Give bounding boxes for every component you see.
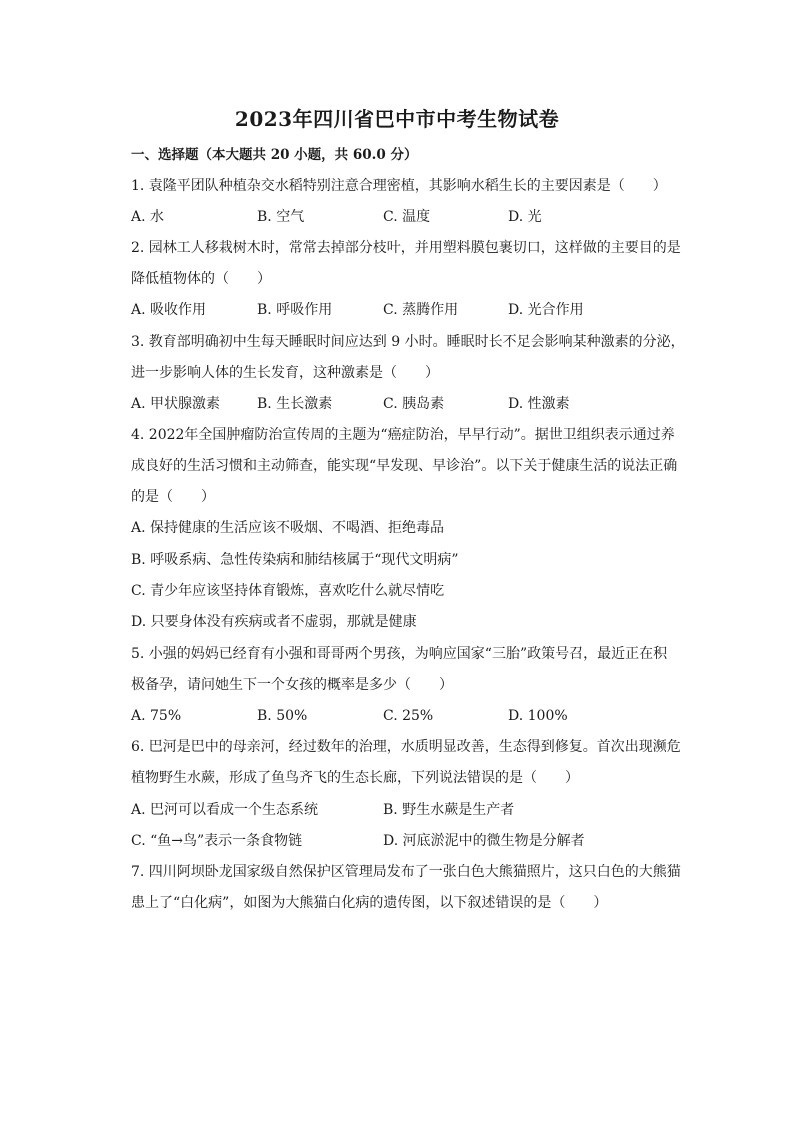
question-2-text-line-1: 2. 园林工人移栽树木时，常常去掉部分枝叶，并用塑料膜包裹切口，这样做的主要目的是 xyxy=(131,240,681,256)
question-3-option-b: B. 生长激素 xyxy=(257,396,333,412)
question-4-text-line-3: 的是（ ） xyxy=(131,489,215,505)
question-2-option-c: C. 蒸腾作用 xyxy=(383,302,459,318)
question-5-option-a: A. 75% xyxy=(131,708,182,724)
question-6-option-d: D. 河底淤泥中的微生物是分解者 xyxy=(383,833,585,849)
question-7-text-line-1: 7. 四川阿坝卧龙国家级自然保护区管理局发布了一张白色大熊猫照片，这只白色的大熊猫 xyxy=(131,864,681,880)
question-2-option-d: D. 光合作用 xyxy=(508,302,584,318)
question-5-option-d: D. 100% xyxy=(508,708,568,724)
question-1-text: 1. 袁隆平团队种植杂交水稻特别注意合理密植，其影响水稻生长的主要因素是（ ） xyxy=(131,178,667,194)
question-4-option-d: D. 只要身体没有疾病或者不虚弱，那就是健康 xyxy=(131,614,417,630)
question-1-option-b: B. 空气 xyxy=(257,209,305,225)
question-3-option-d: D. 性激素 xyxy=(508,396,570,412)
question-1-option-a: A. 水 xyxy=(131,209,165,225)
question-1-option-d: D. 光 xyxy=(508,209,542,225)
question-4-option-c: C. 青少年应该坚持体育锻炼，喜欢吃什么就尽情吃 xyxy=(131,583,445,599)
question-3-text-line-1: 3. 教育部明确初中生每天睡眠时间应达到 9 小时。睡眠时长不足会影响某种激素的分泌， xyxy=(131,334,685,350)
question-5-text-line-2: 极备孕，请问她生下一个女孩的概率是多少（ ） xyxy=(131,677,453,693)
question-2-option-a: A. 吸收作用 xyxy=(131,302,207,318)
question-6-text-line-1: 6. 巴河是巴中的母亲河，经过数年的治理，水质明显改善，生态得到修复。首次出现濒危 xyxy=(131,739,681,755)
question-6-option-a: A. 巴河可以看成一个生态系统 xyxy=(131,802,319,818)
question-5-option-c: C. 25% xyxy=(383,708,434,724)
question-5-option-b: B. 50% xyxy=(257,708,308,724)
question-1-option-c: C. 温度 xyxy=(383,209,431,225)
section-heading: 一、选择题（本大题共 20 小题，共 60.0 分） xyxy=(131,147,418,163)
question-6-text-line-2: 植物野生水蕨，形成了鱼鸟齐飞的生态长廊，下列说法错误的是（ ） xyxy=(131,770,579,786)
question-4-text-line-1: 4. 2022年全国肿瘤防治宣传周的主题为“癌症防治，早早行动”。据世卫组织表示通过养 xyxy=(131,427,675,443)
question-2-option-b: B. 呼吸作用 xyxy=(257,302,333,318)
question-2-text-line-2: 降低植物体的（ ） xyxy=(131,271,271,287)
question-7-text-line-2: 患上了“白化病”，如图为大熊猫白化病的遗传图，以下叙述错误的是（ ） xyxy=(131,895,608,911)
question-6-option-c: C. “鱼→鸟”表示一条食物链 xyxy=(131,833,303,849)
question-3-option-a: A. 甲状腺激素 xyxy=(131,396,221,412)
question-4-option-a: A. 保持健康的生活应该不吸烟、不喝酒、拒绝毒品 xyxy=(131,520,445,536)
question-3-option-c: C. 胰岛素 xyxy=(383,396,445,412)
page-title: 2023年四川省巴中市中考生物试卷 xyxy=(234,107,560,131)
question-4-option-b: B. 呼吸系病、急性传染病和肺结核属于“现代文明病” xyxy=(131,552,459,568)
question-6-option-b: B. 野生水蕨是生产者 xyxy=(383,802,515,818)
question-5-text-line-1: 5. 小强的妈妈已经育有小强和哥哥两个男孩，为响应国家“三胎”政策号召，最近正在积 xyxy=(131,646,668,662)
question-3-text-line-2: 进一步影响人体的生长发育，这种激素是（ ） xyxy=(131,365,439,381)
question-4-text-line-2: 成良好的生活习惯和主动筛查，能实现“早发现、早诊治”。以下关于健康生活的说法正确 xyxy=(131,458,678,474)
